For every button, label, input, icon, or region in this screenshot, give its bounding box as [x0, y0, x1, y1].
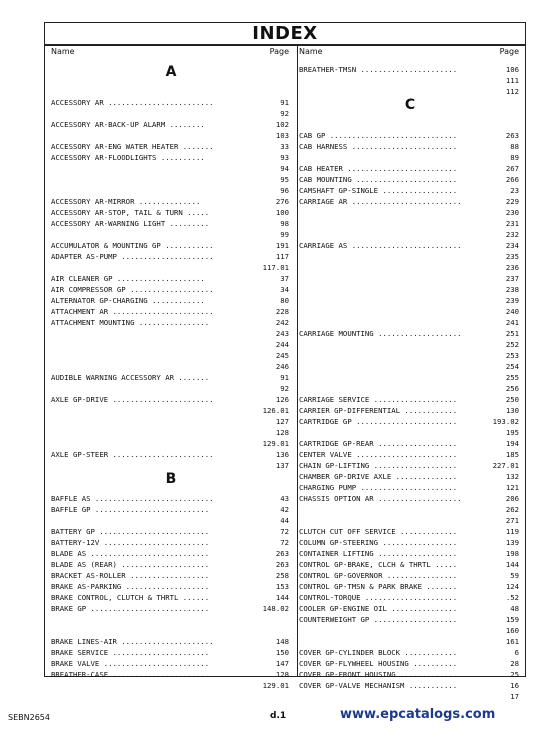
entry-page: 144 [275, 593, 289, 602]
entry-page: 235 [505, 252, 519, 261]
index-entry [299, 361, 521, 372]
index-entry [299, 548, 521, 559]
entry-name: CARRIAGE MOUNTING ................... [299, 329, 462, 338]
index-entry [51, 394, 291, 405]
entry-page: 253 [505, 351, 519, 360]
entry-page: 271 [505, 516, 519, 525]
entry-page: 106 [505, 65, 519, 74]
entry-name: CARRIAGE AS ......................... [299, 241, 462, 250]
index-entry [51, 317, 291, 328]
index-entry [51, 669, 291, 680]
name-header: Name [51, 47, 75, 56]
index-entry [299, 207, 521, 218]
entry-page: 28 [510, 659, 519, 668]
entry-page: 206 [505, 494, 519, 503]
index-entry [299, 647, 521, 658]
right-column-header [299, 47, 521, 59]
index-entry [51, 86, 291, 97]
index-entry [299, 570, 521, 581]
entry-page: 185 [505, 450, 519, 459]
entry-name: COVER GP-CYLINDER BLOCK ............ [299, 648, 458, 657]
entry-page: 263 [505, 131, 519, 140]
index-entry [51, 284, 291, 295]
entry-name: ATTACHMENT MOUNTING ................ [51, 318, 210, 327]
index-entry [51, 218, 291, 229]
index-entry [299, 603, 521, 614]
entry-page: 159 [505, 615, 519, 624]
entry-name: ACCESSORY AR-STOP, TAIL & TURN ..... [51, 208, 210, 217]
index-entry [51, 581, 291, 592]
index-entry [299, 262, 521, 273]
entry-page: 230 [505, 208, 519, 217]
index-entry [51, 163, 291, 174]
index-entry [51, 614, 291, 625]
entry-name: BRAKE AS-PARKING ................... [51, 582, 210, 591]
entry-name: CENTER VALVE ....................... [299, 450, 458, 459]
index-entry [51, 262, 291, 273]
entry-page: 148 [275, 637, 289, 646]
entry-page: 234 [505, 241, 519, 250]
index-entry [51, 273, 291, 284]
entry-page: 263 [275, 560, 289, 569]
entry-name: BRAKE CONTROL, CLUTCH & THRTL ...... [51, 593, 210, 602]
index-entry [299, 581, 521, 592]
index-entry [299, 339, 521, 350]
entry-name: COLUMN GP-STEERING ................. [299, 538, 458, 547]
index-entry [51, 240, 291, 251]
index-entry [299, 471, 521, 482]
entry-page: 127 [275, 417, 289, 426]
entry-name: CONTROL GP-TMSN & PARK BRAKE ....... [299, 582, 458, 591]
index-entry [299, 658, 521, 669]
entry-page: 262 [505, 505, 519, 514]
name-header: Name [299, 47, 323, 56]
entry-page: 263 [275, 549, 289, 558]
entry-page: 128 [275, 428, 289, 437]
entry-page: 23 [510, 186, 519, 195]
index-entry [299, 284, 521, 295]
entry-page: 93 [280, 153, 289, 162]
entry-name: BRAKE GP ........................... [51, 604, 210, 613]
entry-page: 239 [505, 296, 519, 305]
index-entry [299, 317, 521, 328]
index-entry [51, 427, 291, 438]
entry-page: 6 [514, 648, 519, 657]
entry-page: 256 [505, 384, 519, 393]
index-entry [51, 636, 291, 647]
index-entry [299, 614, 521, 625]
section-letter [51, 64, 291, 80]
entry-page: 132 [505, 472, 519, 481]
entry-name: CARTRIDGE GP-REAR .................. [299, 439, 458, 448]
entry-page: 243 [275, 329, 289, 338]
index-entry [299, 405, 521, 416]
index-entry [299, 273, 521, 284]
watermark: www.epcatalogs.com [340, 707, 496, 722]
entry-page: 124 [505, 582, 519, 591]
document-code: SEBN2654 [8, 713, 50, 722]
index-entry [299, 383, 521, 394]
entry-page: 129.01 [262, 681, 289, 690]
entry-page: 33 [280, 142, 289, 151]
entry-name: CHARGING PUMP ...................... [299, 483, 458, 492]
index-entry [51, 130, 291, 141]
index-entry [51, 196, 291, 207]
page-title: INDEX [45, 23, 525, 46]
entry-page: 144 [505, 560, 519, 569]
entry-page: 126.01 [262, 406, 289, 415]
entry-page: 242 [275, 318, 289, 327]
entry-page: 139 [505, 538, 519, 547]
entry-name: CHASSIS OPTION AR ................... [299, 494, 462, 503]
entry-name: CARRIER GP-DIFFERENTIAL ............ [299, 406, 458, 415]
entry-page: 193.02 [492, 417, 519, 426]
index-entry [51, 372, 291, 383]
entry-name: ALTERNATOR GP-CHARGING ............ [51, 296, 205, 305]
page-number: d.1 [270, 711, 287, 721]
index-entry [299, 174, 521, 185]
index-entry [51, 141, 291, 152]
index-entry [299, 328, 521, 339]
index-entry [51, 108, 291, 119]
index-entry [299, 141, 521, 152]
entry-page: 25 [510, 670, 519, 679]
entry-name: ACCESSORY AR-ENG WATER HEATER ....... [51, 142, 214, 151]
index-entry [299, 229, 521, 240]
index-entry [299, 416, 521, 427]
index-entry [51, 229, 291, 240]
entry-name: BREATHER-TMSN ...................... [299, 65, 458, 74]
index-entry [51, 295, 291, 306]
left-column-header [51, 47, 291, 59]
index-entry [299, 526, 521, 537]
entry-page: 254 [505, 362, 519, 371]
entry-name: ACCESSORY AR-BACK-UP ALARM ........ [51, 120, 205, 129]
index-entry [299, 251, 521, 262]
entry-page: 236 [505, 263, 519, 272]
index-entry [299, 504, 521, 515]
entry-name: ATTACHMENT AR ....................... [51, 307, 214, 316]
index-entry [299, 592, 521, 603]
entry-page: 147 [275, 659, 289, 668]
entry-name: ADAPTER AS-PUMP ..................... [51, 252, 214, 261]
entry-name: BRACKET AS-ROLLER .................. [51, 571, 210, 580]
index-entry [51, 339, 291, 350]
entry-page: 245 [275, 351, 289, 360]
index-entry [51, 592, 291, 603]
entry-page: 95 [280, 175, 289, 184]
entry-name: BLADE AS (REAR) .................... [51, 560, 210, 569]
entry-page: 136 [275, 450, 289, 459]
entry-name: BLADE AS ........................... [51, 549, 210, 558]
index-entry [51, 152, 291, 163]
entry-page: 255 [505, 373, 519, 382]
entry-page: 228 [275, 307, 289, 316]
index-entry [299, 306, 521, 317]
entry-name: BRAKE SERVICE ...................... [51, 648, 210, 657]
entry-name: BREATHER-CASE ...................... [51, 670, 210, 679]
entry-page: 148.02 [262, 604, 289, 613]
index-entry [51, 570, 291, 581]
entry-page: 191 [275, 241, 289, 250]
index-entry [299, 537, 521, 548]
entry-name: CARRIAGE AR ......................... [299, 197, 462, 206]
entry-name: CHAIN GP-LIFTING ................... [299, 461, 458, 470]
entry-name: ACCESSORY AR-FLOODLIGHTS .......... [51, 153, 205, 162]
entry-name: ACCESSORY AR ........................ [51, 98, 214, 107]
entry-page: 91 [280, 373, 289, 382]
index-entry [51, 251, 291, 262]
entry-page: 266 [505, 175, 519, 184]
entry-page: 89 [510, 153, 519, 162]
index-entry [51, 548, 291, 559]
entry-page: 103 [275, 131, 289, 140]
entry-page: 59 [510, 571, 519, 580]
entry-name: CARRIAGE SERVICE ................... [299, 395, 458, 404]
entry-page: 250 [505, 395, 519, 404]
entry-name: BRAKE VALVE ........................ [51, 659, 210, 668]
entry-page: 237 [505, 274, 519, 283]
entry-name: AXLE GP-DRIVE ....................... [51, 395, 214, 404]
index-entry [299, 152, 521, 163]
entry-name: CAB GP ............................. [299, 131, 458, 140]
entry-page: 137 [275, 461, 289, 470]
entry-name: AIR CLEANER GP .................... [51, 274, 205, 283]
index-entry [51, 361, 291, 372]
index-entry [51, 526, 291, 537]
entry-name: BAFFLE AS ........................... [51, 494, 214, 503]
entry-name: COVER GP-FRONT HOUSING ............. [299, 670, 458, 679]
entry-page: 251 [505, 329, 519, 338]
entry-name: COUNTERWEIGHT GP ................... [299, 615, 458, 624]
entry-name: BRAKE LINES-AIR ..................... [51, 637, 214, 646]
index-entry [299, 493, 521, 504]
index-entry [299, 559, 521, 570]
page-header: Page [499, 47, 519, 56]
entry-page: 98 [280, 219, 289, 228]
index-entry [51, 625, 291, 636]
entry-page: 128 [275, 670, 289, 679]
index-entry [51, 383, 291, 394]
entry-page: 119 [505, 527, 519, 536]
index-entry [299, 449, 521, 460]
entry-name: AUDIBLE WARNING ACCESSORY AR ....... [51, 373, 210, 382]
entry-page: 241 [505, 318, 519, 327]
entry-name: CARTRIDGE GP ....................... [299, 417, 458, 426]
entry-page: 244 [275, 340, 289, 349]
index-entry [51, 174, 291, 185]
entry-name: BATTERY GP ......................... [51, 527, 210, 536]
index-entry [299, 163, 521, 174]
entry-page: 130 [505, 406, 519, 415]
entry-name: COOLER GP-ENGINE OIL ............... [299, 604, 458, 613]
entry-page: 72 [280, 527, 289, 536]
entry-page: 91 [280, 98, 289, 107]
entry-name: CAB HARNESS ........................ [299, 142, 458, 151]
entry-page: 161 [505, 637, 519, 646]
entry-page: 43 [280, 494, 289, 503]
column-divider [297, 44, 298, 676]
index-entry [51, 306, 291, 317]
entry-name: CAB HEATER ......................... [299, 164, 458, 173]
entry-page: 96 [280, 186, 289, 195]
index-entry [51, 658, 291, 669]
index-entry [299, 75, 521, 86]
index-entry [299, 196, 521, 207]
entry-page: 99 [280, 230, 289, 239]
entry-page: 92 [280, 109, 289, 118]
entry-page: 150 [275, 648, 289, 657]
index-entry [51, 504, 291, 515]
entry-page: 238 [505, 285, 519, 294]
index-entry [299, 295, 521, 306]
section-letter-text: A [165, 64, 177, 80]
entry-name: ACCESSORY AR-MIRROR .............. [51, 197, 201, 206]
entry-page: 129.01 [262, 439, 289, 448]
index-frame [44, 22, 526, 701]
entry-name: CONTROL GP-BRAKE, CLCH & THRTL ..... [299, 560, 458, 569]
entry-name: CONTROL-TORQUE ..................... [299, 593, 458, 602]
entry-page: 227.01 [492, 461, 519, 470]
entry-page: 195 [505, 428, 519, 437]
entry-page: 48 [510, 604, 519, 613]
entry-page: 276 [275, 197, 289, 206]
index-entry [299, 240, 521, 251]
entry-name: ACCUMULATOR & MOUNTING GP ........... [51, 241, 214, 250]
index-entry [299, 185, 521, 196]
entry-page: 126 [275, 395, 289, 404]
index-entry [299, 515, 521, 526]
index-entry [51, 515, 291, 526]
entry-page: 117.01 [262, 263, 289, 272]
entry-page: 88 [510, 142, 519, 151]
index-entry [51, 647, 291, 658]
section-letter-text: C [404, 97, 416, 113]
entry-page: 44 [280, 516, 289, 525]
index-entry [299, 636, 521, 647]
entry-page: 42 [280, 505, 289, 514]
index-entry [51, 680, 291, 691]
index-entry [299, 119, 521, 130]
index-entry [51, 328, 291, 339]
index-entry [51, 416, 291, 427]
entry-page: 258 [275, 571, 289, 580]
index-entry [299, 691, 521, 702]
entry-page: 121 [505, 483, 519, 492]
entry-name: ACCESSORY AR-WARNING LIGHT ......... [51, 219, 210, 228]
entry-name: CAB MOUNTING ....................... [299, 175, 458, 184]
index-entry [299, 86, 521, 97]
index-entry [51, 438, 291, 449]
entry-page: 37 [280, 274, 289, 283]
entry-page: 117 [275, 252, 289, 261]
entry-page: 160 [505, 626, 519, 635]
entry-name: CLUTCH CUT OFF SERVICE ............. [299, 527, 458, 536]
entry-page: 112 [505, 87, 519, 96]
index-entry [299, 680, 521, 691]
index-entry [299, 130, 521, 141]
index-entry [51, 460, 291, 471]
section-letter-text: B [165, 471, 177, 487]
entry-page: 232 [505, 230, 519, 239]
entry-page: 17 [510, 692, 519, 701]
index-entry [299, 394, 521, 405]
entry-page: 198 [505, 549, 519, 558]
entry-name: BAFFLE GP .......................... [51, 505, 210, 514]
index-entry [51, 449, 291, 460]
index-entry [51, 493, 291, 504]
page-header: Page [269, 47, 289, 56]
index-entry [51, 537, 291, 548]
index-entry [51, 185, 291, 196]
index-entry [51, 350, 291, 361]
index-entry [51, 119, 291, 130]
index-entry [299, 438, 521, 449]
entry-name: COVER GP-FLYWHEEL HOUSING .......... [299, 659, 458, 668]
index-entry [299, 372, 521, 383]
entry-name: AXLE GP-STEER ....................... [51, 450, 214, 459]
index-entry [51, 559, 291, 570]
section-letter [299, 97, 521, 113]
index-entry [299, 669, 521, 680]
entry-page: 92 [280, 384, 289, 393]
entry-page: 100 [275, 208, 289, 217]
entry-page: 16 [510, 681, 519, 690]
entry-name: BATTERY-12V ........................ [51, 538, 210, 547]
entry-page: 252 [505, 340, 519, 349]
index-entry [299, 482, 521, 493]
entry-name: AIR COMPRESSOR GP ................... [51, 285, 214, 294]
entry-page: 240 [505, 307, 519, 316]
entry-page: 267 [505, 164, 519, 173]
entry-page: 72 [280, 538, 289, 547]
entry-page: 246 [275, 362, 289, 371]
index-entry [51, 603, 291, 614]
index-entry [299, 460, 521, 471]
entry-page: 231 [505, 219, 519, 228]
entry-page: 194 [505, 439, 519, 448]
entry-name: CAMSHAFT GP-SINGLE ................. [299, 186, 458, 195]
entry-page: 102 [275, 120, 289, 129]
entry-page: 34 [280, 285, 289, 294]
entry-name: COVER GP-VALVE MECHANISM ........... [299, 681, 458, 690]
entry-name: CHAMBER GP-DRIVE AXLE .............. [299, 472, 458, 481]
index-entry [299, 625, 521, 636]
index-entry [299, 427, 521, 438]
entry-page: 153 [275, 582, 289, 591]
entry-page: 229 [505, 197, 519, 206]
index-entry [51, 405, 291, 416]
section-letter [51, 471, 291, 487]
index-entry [299, 350, 521, 361]
entry-page: 94 [280, 164, 289, 173]
index-entry [299, 218, 521, 229]
index-entry [299, 64, 521, 75]
index-entry [51, 207, 291, 218]
index-entry [51, 97, 291, 108]
entry-name: CONTROL GP-GOVERNOR ................ [299, 571, 458, 580]
entry-page: .52 [505, 593, 519, 602]
entry-name: CONTAINER LIFTING .................. [299, 549, 458, 558]
entry-page: 80 [280, 296, 289, 305]
entry-page: 111 [505, 76, 519, 85]
